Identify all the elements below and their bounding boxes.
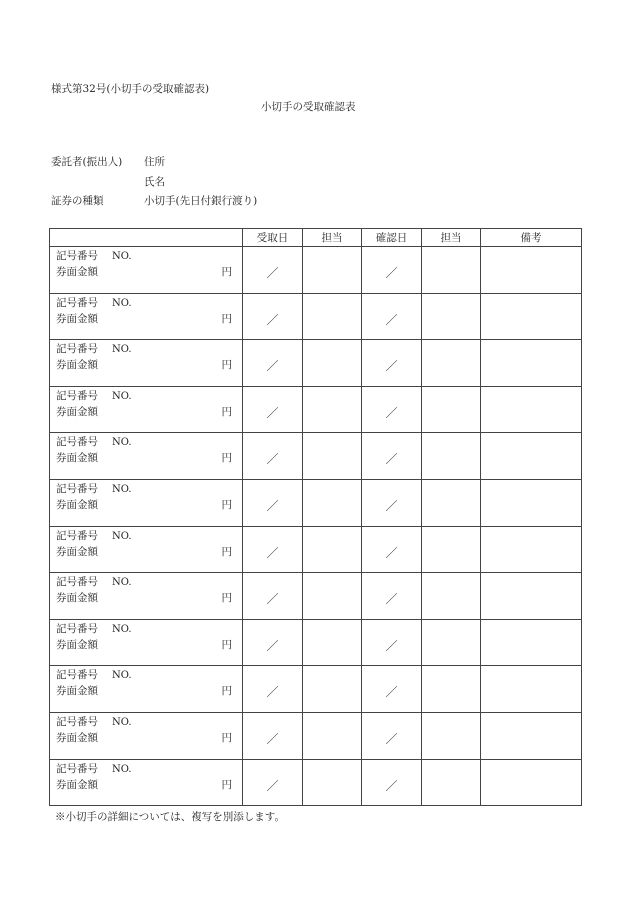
symbol-number-line — [56, 670, 132, 681]
yen-label: 円 — [221, 312, 232, 325]
date-slash: ／ — [266, 545, 279, 560]
face-amount-label: 券面金額 — [56, 685, 98, 698]
yen-label: 円 — [221, 545, 232, 558]
no-label: NO. — [112, 623, 132, 635]
confirmation-date-cell[interactable] — [362, 619, 422, 666]
yen-label: 円 — [221, 638, 232, 651]
receipt-date-cell[interactable] — [243, 293, 303, 340]
symbol-number-line — [56, 344, 132, 355]
symbol-number-label: 記号番号 — [56, 762, 98, 775]
check-info-cell — [50, 386, 243, 433]
symbol-number-label: 記号番号 — [56, 250, 98, 262]
receipt-date-cell[interactable] — [243, 759, 303, 806]
no-label: NO. — [112, 437, 132, 449]
check-info-cell — [50, 759, 243, 806]
confirmation-date-cell[interactable] — [362, 433, 422, 480]
remarks-cell[interactable] — [481, 479, 582, 526]
header-receipt-date: 受取日 — [243, 229, 303, 247]
symbol-number-line — [56, 251, 132, 262]
entrustor-label: 委託者(振出人) — [51, 156, 123, 168]
symbol-number-line — [56, 391, 132, 402]
person-in-charge-cell[interactable] — [303, 759, 362, 806]
table-row — [50, 479, 582, 526]
check-info-cell — [50, 433, 243, 480]
date-slash: ／ — [385, 545, 398, 560]
date-slash: ／ — [266, 731, 279, 746]
no-label: NO. — [112, 530, 132, 542]
receipt-date-cell[interactable] — [243, 479, 303, 526]
remarks-cell[interactable] — [481, 712, 582, 759]
document-title: 小切手の受取確認表 — [261, 101, 356, 113]
face-amount-label: 券面金額 — [56, 498, 98, 511]
table-row — [50, 386, 582, 433]
face-amount-label: 券面金額 — [56, 592, 98, 605]
receipt-date-cell[interactable] — [243, 619, 303, 666]
remarks-cell[interactable] — [481, 666, 582, 713]
receipt-date-cell[interactable] — [243, 712, 303, 759]
receipt-date-cell[interactable] — [243, 433, 303, 480]
person-in-charge-cell[interactable] — [303, 340, 362, 387]
person-in-charge-cell[interactable] — [303, 247, 362, 294]
confirmation-date-cell[interactable] — [362, 386, 422, 433]
person-in-charge-cell-2[interactable] — [422, 386, 481, 433]
date-slash: ／ — [385, 638, 398, 653]
no-label: NO. — [112, 670, 132, 682]
person-in-charge-cell[interactable] — [303, 619, 362, 666]
check-info-cell — [50, 293, 243, 340]
face-amount-label: 券面金額 — [56, 312, 98, 325]
symbol-number-line — [56, 764, 132, 775]
confirmation-date-cell[interactable] — [362, 666, 422, 713]
person-in-charge-cell-2[interactable] — [422, 619, 481, 666]
person-in-charge-cell-2[interactable] — [422, 247, 481, 294]
face-amount-label: 券面金額 — [56, 731, 98, 744]
no-label: NO. — [112, 251, 132, 262]
symbol-number-line — [56, 531, 132, 542]
date-slash: ／ — [385, 592, 398, 607]
remarks-cell[interactable] — [481, 293, 582, 340]
symbol-number-line — [56, 484, 132, 495]
date-slash: ／ — [266, 638, 279, 653]
person-in-charge-cell[interactable] — [303, 526, 362, 573]
symbol-number-label: 記号番号 — [56, 389, 98, 402]
check-info-cell — [50, 247, 243, 294]
symbol-number-line — [56, 437, 132, 448]
table-header-row — [50, 229, 582, 247]
header-confirmation-date: 確認日 — [362, 229, 422, 247]
person-in-charge-cell[interactable] — [303, 293, 362, 340]
date-slash: ／ — [266, 498, 279, 513]
symbol-number-label: 記号番号 — [56, 622, 98, 635]
address-label: 住所 — [144, 156, 165, 168]
confirmation-date-cell[interactable] — [362, 293, 422, 340]
date-slash: ／ — [385, 498, 398, 513]
face-amount-label: 券面金額 — [56, 405, 98, 418]
symbol-number-label: 記号番号 — [56, 436, 98, 449]
date-slash: ／ — [385, 731, 398, 746]
date-slash: ／ — [385, 266, 398, 280]
person-in-charge-cell[interactable] — [303, 666, 362, 713]
check-info-cell — [50, 479, 243, 526]
no-label: NO. — [112, 390, 132, 402]
person-in-charge-cell-2[interactable] — [422, 433, 481, 480]
no-label: NO. — [112, 297, 132, 309]
table-row — [50, 619, 582, 666]
symbol-number-label: 記号番号 — [56, 669, 98, 682]
remarks-cell[interactable] — [481, 619, 582, 666]
receipt-date-cell[interactable] — [243, 666, 303, 713]
date-slash: ／ — [266, 266, 279, 280]
no-label: NO. — [112, 483, 132, 495]
symbol-number-line — [56, 577, 132, 588]
remarks-cell[interactable] — [481, 573, 582, 620]
check-info-cell — [50, 619, 243, 666]
name-label: 氏名 — [144, 176, 165, 188]
yen-label: 円 — [221, 452, 232, 465]
table-row — [50, 293, 582, 340]
date-slash: ／ — [385, 359, 398, 374]
no-label: NO. — [112, 344, 132, 356]
symbol-number-label: 記号番号 — [56, 715, 98, 728]
receipt-date-cell[interactable] — [243, 247, 303, 294]
confirmation-date-cell[interactable] — [362, 526, 422, 573]
header-remarks: 備考 — [481, 229, 582, 247]
date-slash: ／ — [385, 312, 398, 327]
face-amount-label: 券面金額 — [56, 778, 98, 791]
person-in-charge-cell-2[interactable] — [422, 526, 481, 573]
remarks-cell[interactable] — [481, 433, 582, 480]
face-amount-label: 券面金額 — [56, 452, 98, 465]
receipt-date-cell[interactable] — [243, 340, 303, 387]
person-in-charge-cell-2[interactable] — [422, 759, 481, 806]
person-in-charge-cell-2[interactable] — [422, 293, 481, 340]
symbol-number-line — [56, 717, 132, 728]
form-number: 様式第32号(小切手の受取確認表) — [51, 83, 210, 95]
yen-label: 円 — [221, 778, 232, 791]
date-slash: ／ — [266, 592, 279, 607]
date-slash: ／ — [266, 778, 279, 793]
date-slash: ／ — [385, 452, 398, 467]
date-slash: ／ — [266, 452, 279, 467]
check-info-cell — [50, 526, 243, 573]
receipt-date-cell[interactable] — [243, 526, 303, 573]
table-row — [50, 526, 582, 573]
person-in-charge-cell-2[interactable] — [422, 479, 481, 526]
date-slash: ／ — [266, 405, 279, 420]
footnote: ※小切手の詳細については、複写を別添します。 — [55, 811, 285, 823]
table-row — [50, 759, 582, 806]
face-amount-label: 券面金額 — [56, 545, 98, 558]
symbol-number-line — [56, 624, 132, 635]
header-person-in-charge-2: 担当 — [422, 229, 481, 247]
no-label: NO. — [112, 763, 132, 775]
remarks-cell[interactable] — [481, 247, 582, 294]
check-info-cell — [50, 666, 243, 713]
remarks-cell[interactable] — [481, 340, 582, 387]
symbol-number-label: 記号番号 — [56, 343, 98, 356]
no-label: NO. — [112, 716, 132, 728]
remarks-cell[interactable] — [481, 759, 582, 806]
table-row — [50, 573, 582, 620]
table-row — [50, 666, 582, 713]
person-in-charge-cell-2[interactable] — [422, 573, 481, 620]
date-slash: ／ — [266, 685, 279, 700]
person-in-charge-cell[interactable] — [303, 573, 362, 620]
yen-label: 円 — [221, 592, 232, 605]
table-row — [50, 340, 582, 387]
header-person-in-charge: 担当 — [303, 229, 362, 247]
person-in-charge-cell[interactable] — [303, 479, 362, 526]
header-blank — [50, 229, 243, 247]
no-label: NO. — [112, 577, 132, 589]
confirmation-date-cell[interactable] — [362, 573, 422, 620]
confirmation-date-cell[interactable] — [362, 759, 422, 806]
yen-label: 円 — [221, 498, 232, 511]
table-row — [50, 712, 582, 759]
symbol-number-label: 記号番号 — [56, 296, 98, 309]
face-amount-label: 券面金額 — [56, 638, 98, 651]
person-in-charge-cell[interactable] — [303, 386, 362, 433]
date-slash: ／ — [385, 405, 398, 420]
confirmation-date-cell[interactable] — [362, 479, 422, 526]
security-type-label: 証券の種類 — [51, 195, 104, 207]
remarks-cell[interactable] — [481, 526, 582, 573]
yen-label: 円 — [221, 359, 232, 372]
person-in-charge-cell[interactable] — [303, 433, 362, 480]
confirmation-date-cell[interactable] — [362, 712, 422, 759]
check-info-cell — [50, 340, 243, 387]
person-in-charge-cell-2[interactable] — [422, 666, 481, 713]
confirmation-date-cell[interactable] — [362, 340, 422, 387]
symbol-number-line — [56, 298, 132, 309]
person-in-charge-cell[interactable] — [303, 712, 362, 759]
receipt-confirmation-table — [49, 228, 582, 806]
check-info-cell — [50, 712, 243, 759]
date-slash: ／ — [266, 312, 279, 327]
date-slash: ／ — [266, 359, 279, 374]
face-amount-label: 券面金額 — [56, 266, 98, 278]
face-amount-label: 券面金額 — [56, 359, 98, 372]
person-in-charge-cell-2[interactable] — [422, 340, 481, 387]
security-type-value: 小切手(先日付銀行渡り) — [144, 195, 258, 207]
yen-label: 円 — [221, 731, 232, 744]
symbol-number-label: 記号番号 — [56, 482, 98, 495]
receipt-date-cell[interactable] — [243, 573, 303, 620]
yen-label: 円 — [221, 266, 232, 278]
table-row — [50, 433, 582, 480]
yen-label: 円 — [221, 405, 232, 418]
symbol-number-label: 記号番号 — [56, 529, 98, 542]
yen-label: 円 — [221, 685, 232, 698]
symbol-number-label: 記号番号 — [56, 576, 98, 589]
check-info-cell — [50, 573, 243, 620]
date-slash: ／ — [385, 778, 398, 793]
person-in-charge-cell-2[interactable] — [422, 712, 481, 759]
remarks-cell[interactable] — [481, 386, 582, 433]
date-slash: ／ — [385, 685, 398, 700]
receipt-date-cell[interactable] — [243, 386, 303, 433]
table-row — [50, 247, 582, 294]
confirmation-date-cell[interactable] — [362, 247, 422, 294]
